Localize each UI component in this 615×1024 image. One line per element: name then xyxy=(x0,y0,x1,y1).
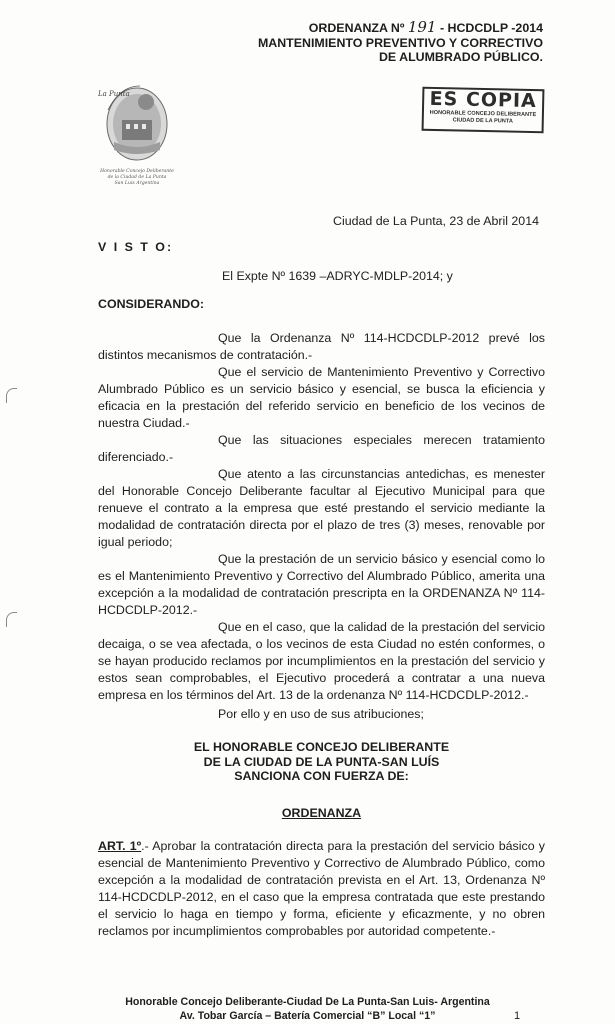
logo-caption xyxy=(92,169,182,187)
handwritten-number: 191 xyxy=(407,18,437,36)
sanciona-block xyxy=(98,740,545,784)
logo-caption-line: San Luis Argentina xyxy=(114,181,160,186)
considerando-paragraph: Que la prestación de un servicio básico y esencial como lo es el Mantenimiento Preventivo y Correctivo del Alumbrado Público, amerita una excepción a la modalidad de contratación prescripta en la ORDENANZA Nº 114-HCDCDLP-2012.- xyxy=(98,552,545,617)
ordinance-number-line xyxy=(258,20,543,36)
ordinance-prefix: ORDENANZA Nº xyxy=(308,21,405,35)
article-1-text: .- Aprobar la contratación directa para la prestación del servicio básico y esencial de Mantenimiento Preventivo y Correctivo de Alumbrado Público, como excepción a la modalidad de contratación prevista en el Art. 13, Ordenanza Nº 114-HCDCDLP-2012, en el caso que la empresa contratada que este prestando el servicio lo haga en tiempo y forma, eficiente y eficazmente, y no obren reclamos por incumplimientos comprobables por autoridad competente.- xyxy=(98,839,545,938)
considerando-heading: CONSIDERANDO: xyxy=(98,297,205,311)
sanciona-line3: SANCIONA CON FUERZA DE: xyxy=(234,769,409,784)
sanciona-line1: EL HONORABLE CONCEJO DELIBERANTE xyxy=(193,740,450,754)
council-logo xyxy=(92,80,182,187)
considerando-paragraph: Que la Ordenanza Nº 114-HCDCDLP-2012 prevé los distintos mecanismos de contratación.- xyxy=(98,331,545,362)
copy-stamp xyxy=(422,87,545,134)
article-1 xyxy=(98,838,545,940)
stamp-title: ES COPIA xyxy=(429,87,537,113)
ordinance-suffix: - HCDCDLP -2014 xyxy=(439,21,543,35)
considerando-paragraph: Que atento a las circunstancias antedichas, es menester del Honorable Concejo Deliberante facultar al Ejecutivo Municipal para que renueve el contrato a la empresa que esté prestando el servicio mediante la modalidad de contratación directa por el plazo de tres (3) meses, renovable por igual periodo; xyxy=(98,467,545,549)
considerando-paragraph: Que el servicio de Mantenimiento Preventivo y Correctivo Alumbrado Público es un servicio básico y esencial, se busca la eficiencia y eficacia en la prestación del referido servicio en beneficio de los vecinos de nuestra Ciudad.- xyxy=(98,365,545,430)
document-date: Ciudad de La Punta, 23 de Abril 2014 xyxy=(333,214,539,228)
stamp-line1: HONORABLE CONCEJO DELIBERANTE xyxy=(429,109,537,119)
visto-text: El Expte Nº 1639 –ADRYC-MDLP-2014; y xyxy=(222,269,453,283)
document-footer xyxy=(0,996,615,1023)
sanciona-line2: DE LA CIUDAD DE LA PUNTA-SAN LUÍS xyxy=(203,754,440,769)
page-number: 1 xyxy=(514,1010,521,1022)
ordenanza-title: ORDENANZA xyxy=(281,806,362,820)
header-subject-line2: DE ALUMBRADO PÚBLICO. xyxy=(378,50,543,64)
header-subject-line1: MANTENIMIENTO PREVENTIVO Y CORRECTIVO xyxy=(257,35,543,50)
stamp-line2: CIUDAD DE LA PUNTA xyxy=(452,117,513,125)
visto-heading: V I S T O: xyxy=(98,240,174,254)
logo-arc-text: La Punta xyxy=(98,90,130,98)
considerando-closing: Por ello y en uso de sus atribuciones; xyxy=(218,707,424,721)
considerando-paragraph: Que las situaciones especiales merecen tratamiento diferenciado.- xyxy=(98,433,545,464)
footer-line2: Av. Tobar García – Batería Comercial “B” Local “1” xyxy=(179,1009,436,1022)
logo-caption-line: de la Ciudad de La Punta xyxy=(107,175,167,180)
footer-line1: Honorable Concejo Deliberante-Ciudad De La Punta-San Luis- Argentina xyxy=(125,996,490,1008)
considerando-paragraph: Que en el caso, que la calidad de la prestación del servicio decaiga, o se vea afectada, o los vecinos de esta Ciudad no estén conformes, o se hayan producido reclamos por incumplimientos en la prestación del servicio y estos sean comprobables, el Ejecutivo procederá a contratar a una nueva empresa en los términos del Art. 13 de la ordenanza Nº 114-HCDCDLP-2012.- xyxy=(98,620,545,702)
logo-caption-line: Honorable Concejo Deliberante xyxy=(100,169,174,174)
margin-punch-mark xyxy=(6,388,17,403)
margin-punch-mark xyxy=(6,612,17,627)
considerando-body xyxy=(98,330,545,704)
document-header xyxy=(258,20,543,65)
article-1-label: ART. 1º xyxy=(98,839,142,853)
